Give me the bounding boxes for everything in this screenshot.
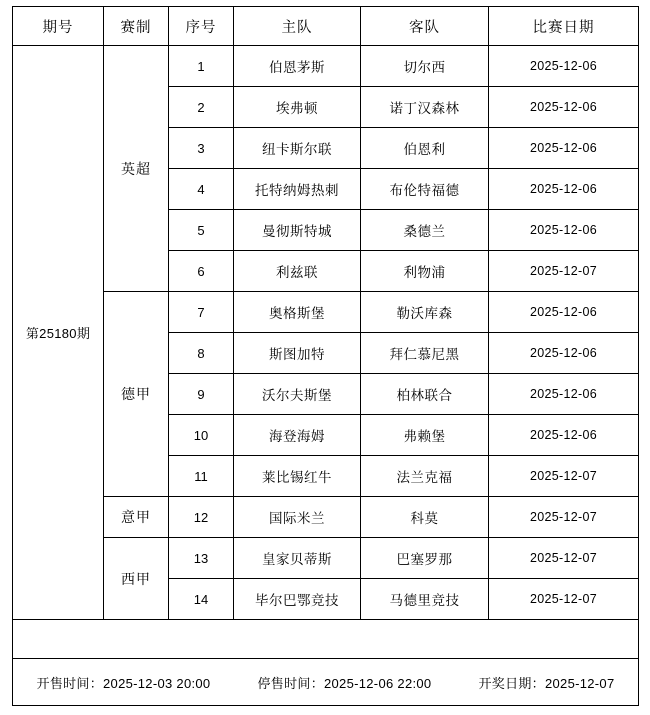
home-team-cell: 海登海姆 — [234, 415, 361, 456]
away-team-cell: 法兰克福 — [361, 456, 489, 497]
match-date-cell: 2025-12-06 — [489, 415, 639, 456]
column-header-issue: 期号 — [13, 7, 104, 46]
table-row — [13, 538, 639, 579]
table-row — [13, 497, 639, 538]
sale-end-label: 停售时间：2025-12-06 22:00 — [257, 675, 432, 691]
home-team-cell: 莱比锡红牛 — [234, 456, 361, 497]
header-row — [13, 7, 639, 46]
sequence-number-cell: 2 — [169, 87, 234, 128]
away-team-cell: 科莫 — [361, 497, 489, 538]
draw-date-label: 开奖日期：2025-12-07 — [478, 675, 615, 691]
sequence-number-cell: 4 — [169, 169, 234, 210]
home-team-cell: 沃尔夫斯堡 — [234, 374, 361, 415]
match-date-cell: 2025-12-06 — [489, 292, 639, 333]
away-team-cell: 布伦特福德 — [361, 169, 489, 210]
table-row — [13, 292, 639, 333]
sequence-number-cell: 1 — [169, 46, 234, 87]
footer-row — [13, 659, 639, 706]
home-team-cell: 利兹联 — [234, 251, 361, 292]
sequence-number-cell: 7 — [169, 292, 234, 333]
sequence-number-cell: 6 — [169, 251, 234, 292]
sequence-number-cell: 9 — [169, 374, 234, 415]
match-date-cell: 2025-12-07 — [489, 579, 639, 620]
away-team-cell: 马德里竞技 — [361, 579, 489, 620]
home-team-cell: 斯图加特 — [234, 333, 361, 374]
away-team-cell: 柏林联合 — [361, 374, 489, 415]
spacer-row — [13, 620, 639, 659]
column-header-league: 赛制 — [104, 7, 169, 46]
home-team-cell: 奥格斯堡 — [234, 292, 361, 333]
sequence-number-cell: 3 — [169, 128, 234, 169]
away-team-cell: 伯恩利 — [361, 128, 489, 169]
sequence-number-cell: 8 — [169, 333, 234, 374]
footer-info — [13, 659, 638, 705]
column-header-home: 主队 — [234, 7, 361, 46]
sequence-number-cell: 13 — [169, 538, 234, 579]
schedule-sheet — [12, 6, 638, 706]
table-header — [13, 7, 639, 46]
away-team-cell: 拜仁慕尼黑 — [361, 333, 489, 374]
home-team-cell: 纽卡斯尔联 — [234, 128, 361, 169]
match-schedule-table — [12, 6, 639, 706]
away-team-cell: 诺丁汉森林 — [361, 87, 489, 128]
home-team-cell: 毕尔巴鄂竞技 — [234, 579, 361, 620]
league-cell-2: 德甲 — [104, 292, 169, 497]
match-date-cell: 2025-12-06 — [489, 169, 639, 210]
away-team-cell: 利物浦 — [361, 251, 489, 292]
match-date-cell: 2025-12-06 — [489, 128, 639, 169]
home-team-cell: 托特纳姆热刺 — [234, 169, 361, 210]
spacer-cell — [13, 620, 639, 659]
home-team-cell: 伯恩茅斯 — [234, 46, 361, 87]
match-date-cell: 2025-12-07 — [489, 538, 639, 579]
table-footer — [13, 620, 639, 706]
column-header-away: 客队 — [361, 7, 489, 46]
league-cell-4: 西甲 — [104, 538, 169, 620]
table-body — [13, 46, 639, 620]
league-cell-1: 英超 — [104, 46, 169, 292]
match-date-cell: 2025-12-06 — [489, 87, 639, 128]
home-team-cell: 曼彻斯特城 — [234, 210, 361, 251]
league-cell-3: 意甲 — [104, 497, 169, 538]
away-team-cell: 勒沃库森 — [361, 292, 489, 333]
home-team-cell: 皇家贝蒂斯 — [234, 538, 361, 579]
sequence-number-cell: 11 — [169, 456, 234, 497]
column-header-seq: 序号 — [169, 7, 234, 46]
home-team-cell: 埃弗顿 — [234, 87, 361, 128]
match-date-cell: 2025-12-07 — [489, 497, 639, 538]
issue-number-cell: 第25180期 — [13, 46, 104, 620]
match-date-cell: 2025-12-06 — [489, 46, 639, 87]
sequence-number-cell: 14 — [169, 579, 234, 620]
match-date-cell: 2025-12-06 — [489, 374, 639, 415]
sequence-number-cell: 10 — [169, 415, 234, 456]
match-date-cell: 2025-12-06 — [489, 333, 639, 374]
away-team-cell: 桑德兰 — [361, 210, 489, 251]
footer-cell — [13, 659, 639, 706]
table-row — [13, 46, 639, 87]
sale-start-label: 开售时间：2025-12-03 20:00 — [36, 675, 211, 691]
column-header-date: 比赛日期 — [489, 7, 639, 46]
match-date-cell: 2025-12-07 — [489, 456, 639, 497]
sequence-number-cell: 12 — [169, 497, 234, 538]
home-team-cell: 国际米兰 — [234, 497, 361, 538]
away-team-cell: 弗赖堡 — [361, 415, 489, 456]
match-date-cell: 2025-12-06 — [489, 210, 639, 251]
away-team-cell: 巴塞罗那 — [361, 538, 489, 579]
away-team-cell: 切尔西 — [361, 46, 489, 87]
sequence-number-cell: 5 — [169, 210, 234, 251]
match-date-cell: 2025-12-07 — [489, 251, 639, 292]
